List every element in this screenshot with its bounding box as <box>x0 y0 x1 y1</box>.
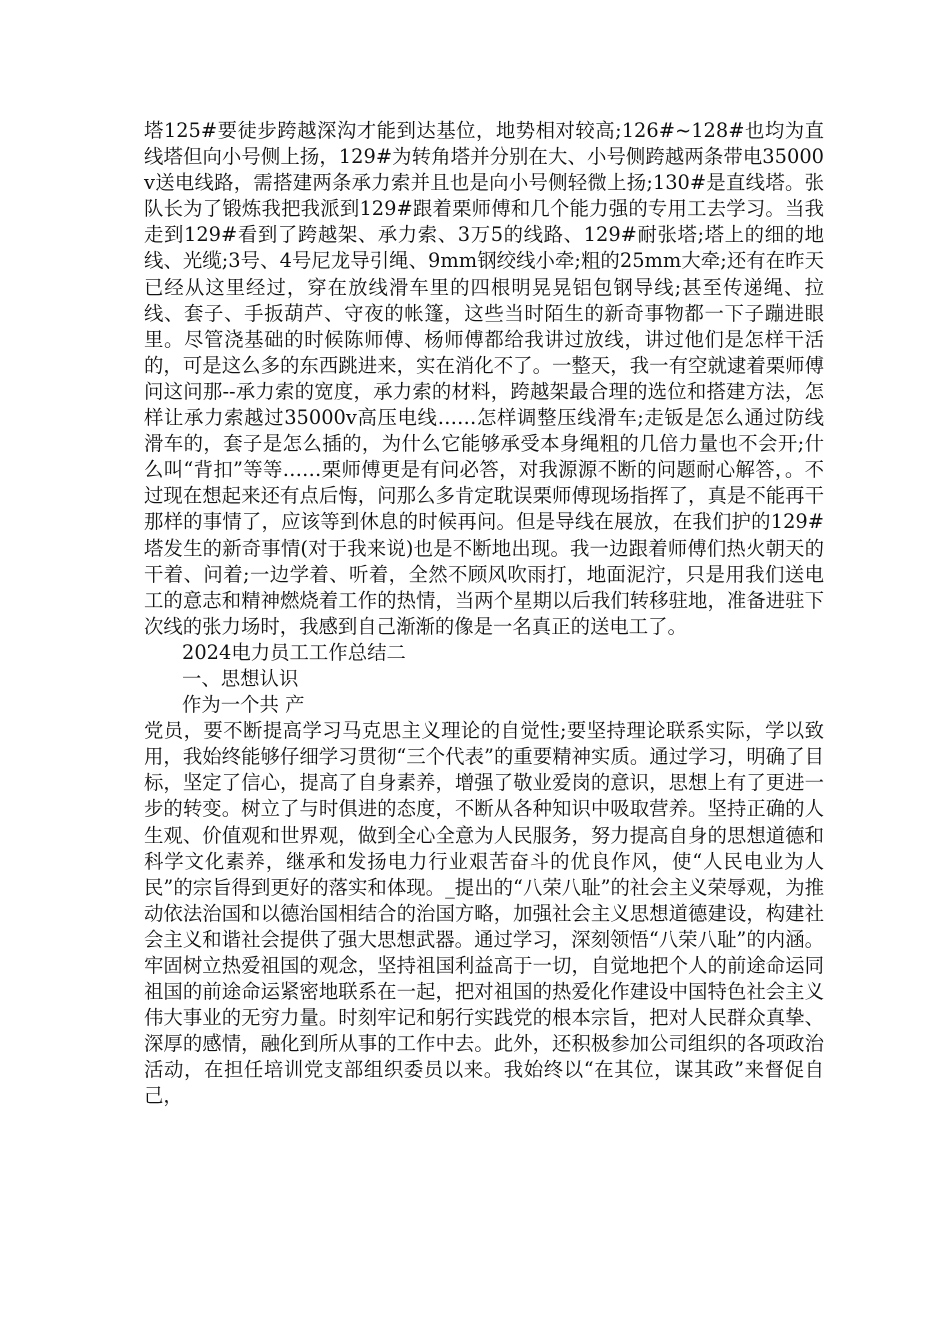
section-heading-ideological-understanding: 一、思想认识 <box>182 666 299 690</box>
paragraph-party-member-study: 党员，要不断提高学习马克思主义理论的自觉性;要坚持理论联系实际，学以致用，我始终能够仔细学习贯彻“三个代表”的重要精神实质。通过学习，明确了目标，坚定了信心，提高了自身素养，增强了敬业爱岗的意识，思想上有了更进一步的转变。树立了与时俱进的态度，不断从各种知识中吸取营养。坚持正确的人生观、价值观和世界观，做到全心全意为人民服务，努力提高自身的思想道德和科学文化素养，继承和发扬电力行业艰苦奋斗的优良作风，使“人民电业为人民”的宗旨得到更好的落实和体现。_提出的“八荣八耻”的社会主义荣辱观，为推动依法治国和以德治国相结合的治国方略，加强社会主义思想道德建设，构建社会主义和谐社会提供了强大思想武器。通过学习，深刻领悟“八荣八耻”的内涵。牢固树立热爱祖国的观念，坚持祖国利益高于一切，自觉地把个人的前途命运同祖国的前途命运紧密地联系在一起，把对祖国的热爱化作建设中国特色社会主义伟大事业的无穷力量。时刻牢记和躬行实践党的根本宗旨，把对人民群众真挚、深厚的感情，融化到所从事的工作中去。此外，还积极参加公司组织的各项政治活动，在担任培训党支部组织委员以来。我始终以“在其位，谋其政”来督促自己， <box>144 719 824 1108</box>
section-title-summary-two: 2024电力员工工作总结二 <box>182 640 406 664</box>
paragraph-lead-in: 作为一个共 产 <box>182 693 305 717</box>
document-body <box>144 118 824 1110</box>
paragraph-transmission-line-work: 塔125#要徒步跨越深沟才能到达基位，地势相对较高;126#~128#也均为直线塔但向小号侧上扬，129#为转角塔并分别在大、小号侧跨越两条带电35000v送电线路，需搭建两条承力索并且也是向小号侧轻微上扬;130#是直线塔。张队长为了锻炼我把我派到129#跟着栗师傅和几个能力强的专用工去学习。当我走到129#看到了跨越架、承力索、3万5的线路、129#耐张塔;塔上的细的地线、光缆;3号、4号尼龙导引绳、9mm钢绞线小牵;粗的25mm大牵;还有在昨天已经从这里经过，穿在放线滑车里的四根明晃晃铝包钢导线;甚至传递绳、拉线、套子、手扳葫芦、守夜的帐篷，这些当时陌生的新奇事物都一下子蹦进眼里。尽管浇基础的时候陈师傅、杨师傅都给我讲过放线，讲过他们是怎样干活的，可是这么多的东西跳进来，实在消化不了。一整天，我一有空就逮着栗师傅问这问那--承力索的宽度，承力索的材料，跨越架最合理的选位和搭建方法，怎样让承力索越过35000v高压电线……怎样调整压线滑车;走钣是怎么通过防线滑车的，套子是怎么插的，为什么它能够承受本身绳粗的几倍力量也不会开;什么叫“背扣”等等……栗师傅更是有问必答，对我源源不断的问题耐心解答，。不过现在想起来还有点后悔，问那么多肯定耽误栗师傅现场指挥了，真是不能再干那样的事情了，应该等到休息的时候再问。但是导线在展放，在我们护的129#塔发生的新奇事情(对于我来说)也是不断地出现。我一边跟着师傅们热火朝天的干着、问着;一边学着、听着，全然不顾风吹雨打，地面泥泞，只是用我们送电工的意志和精神燃烧着工作的热情，当两个星期以后我们转移驻地，准备进驻下次线的张力场时，我感到自己渐渐的像是一名真正的送电工了。 <box>144 119 824 638</box>
